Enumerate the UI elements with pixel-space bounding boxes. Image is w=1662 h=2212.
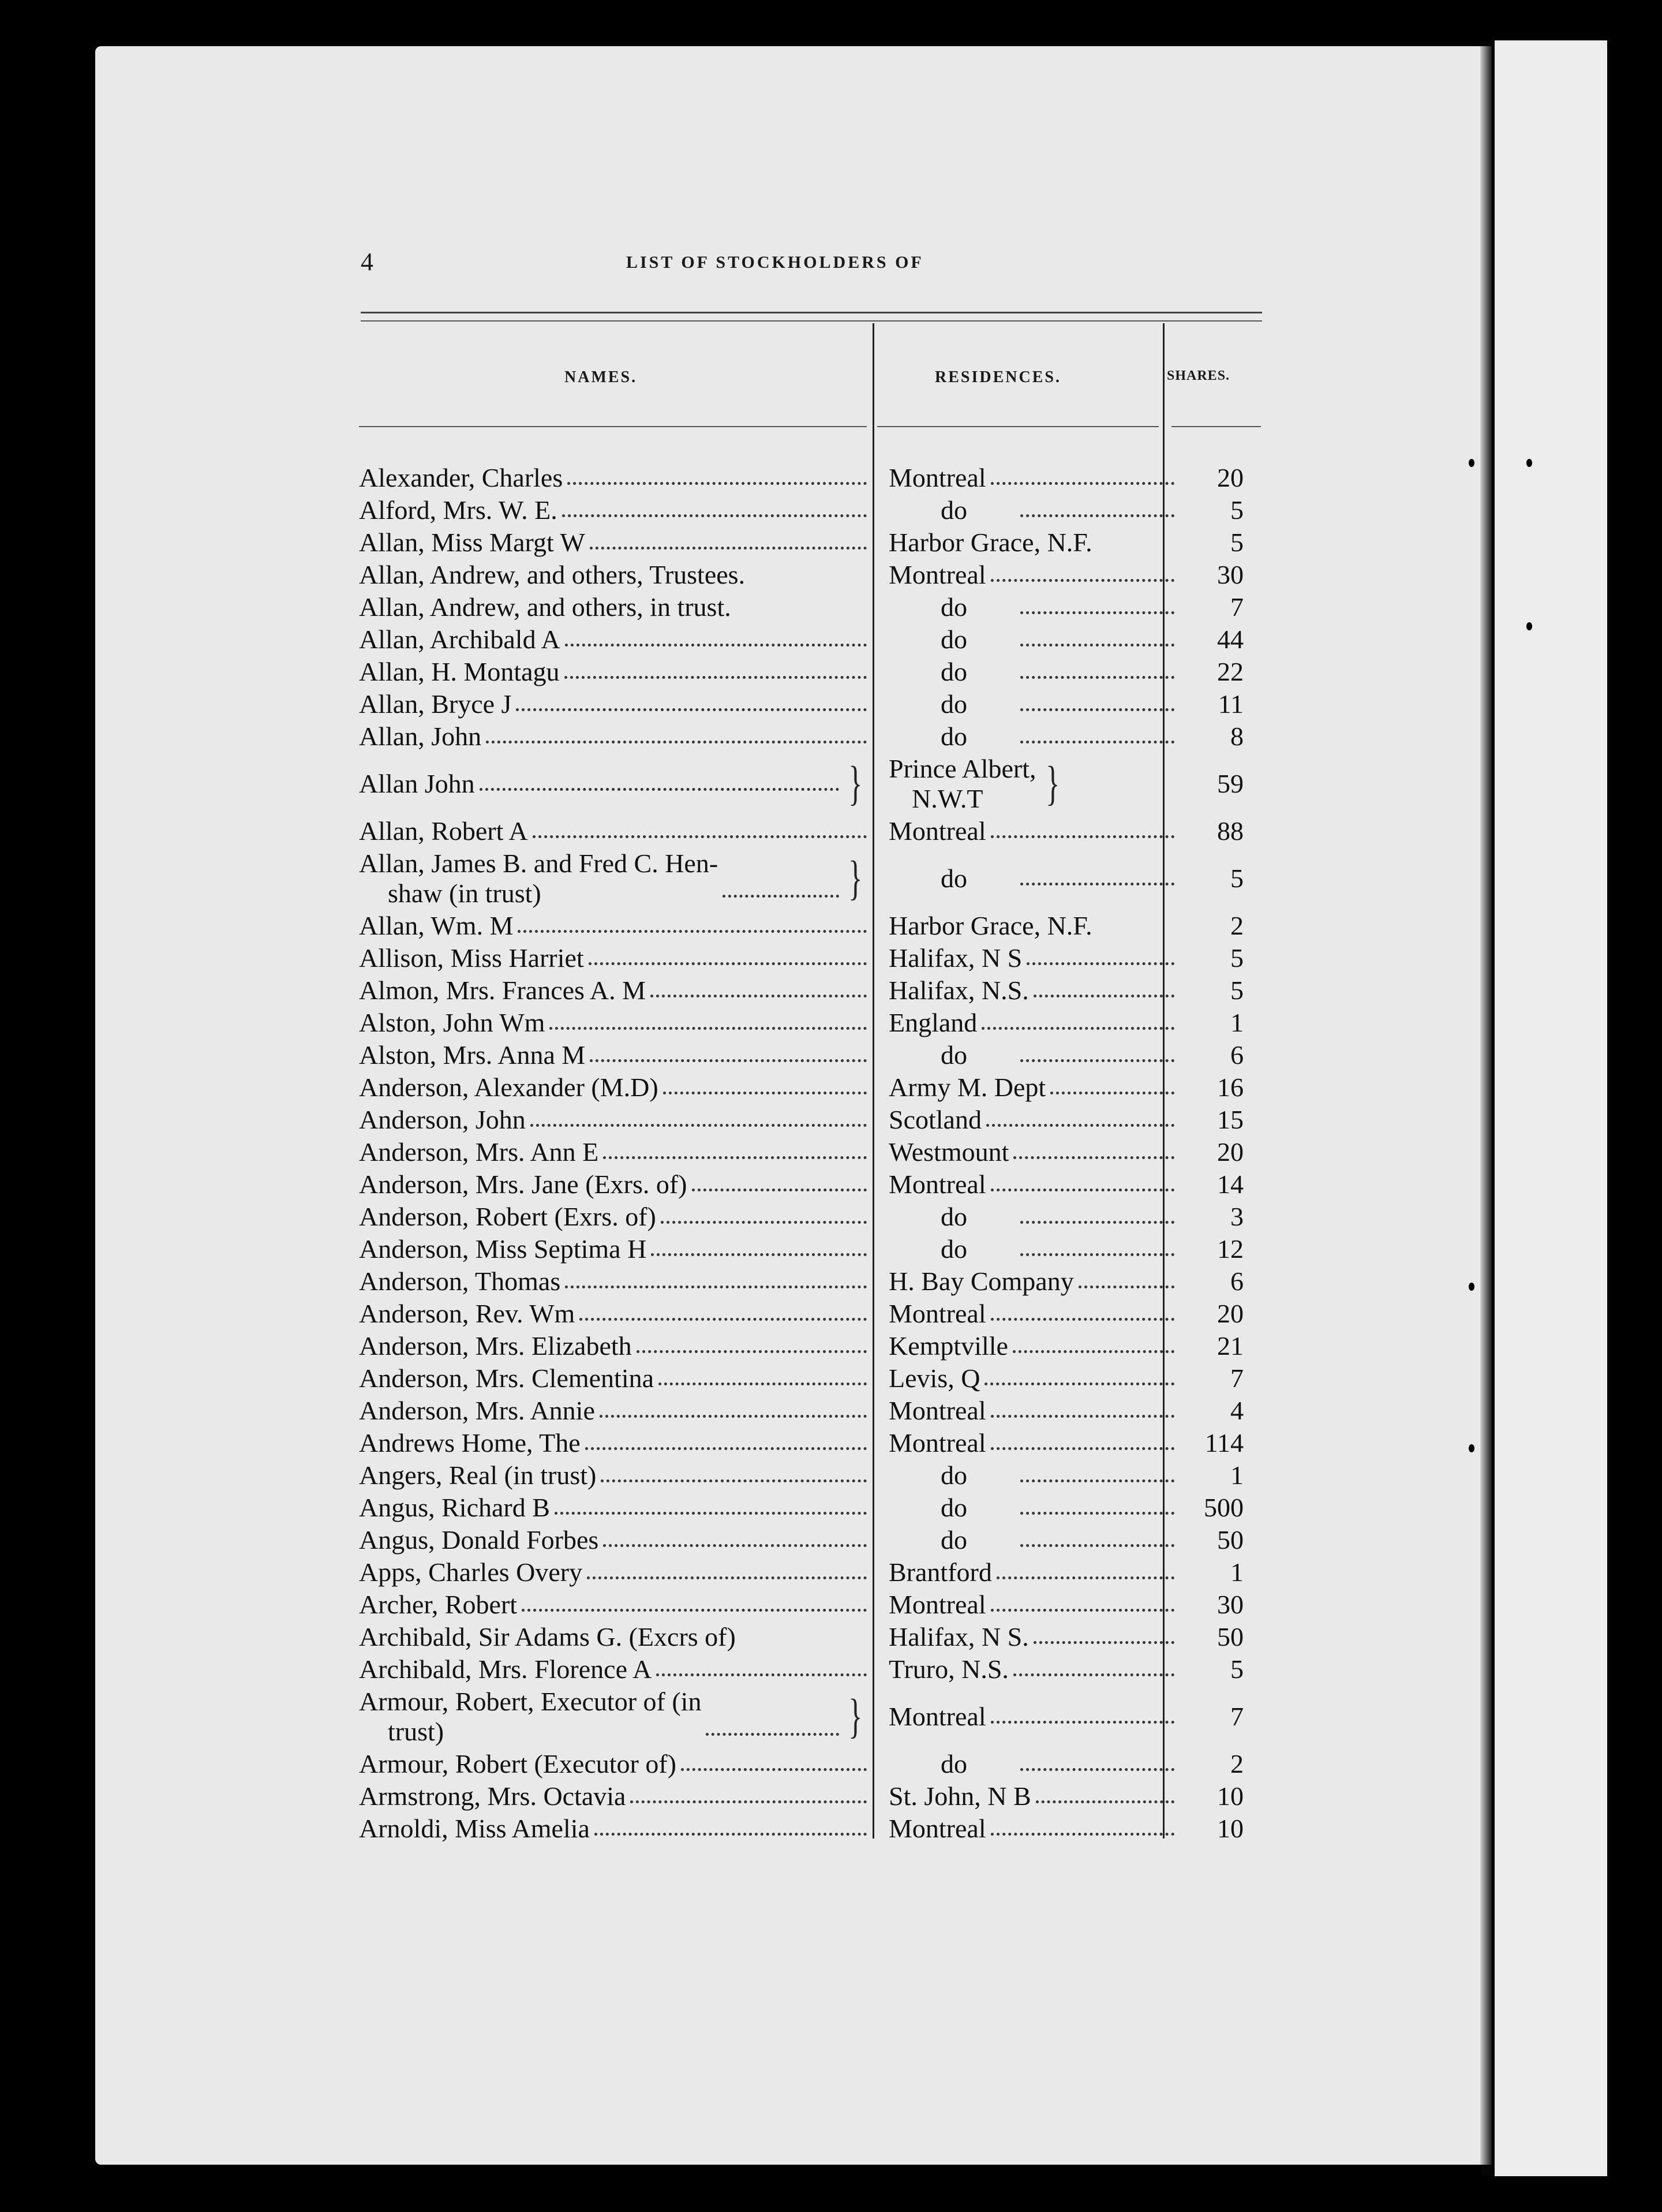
page-header bbox=[361, 247, 1261, 282]
shares: 3 bbox=[1230, 1202, 1244, 1231]
residence: Montreal bbox=[889, 1396, 986, 1425]
stockholder-name: Alston, John Wm bbox=[359, 1008, 545, 1037]
shares: 15 bbox=[1217, 1105, 1244, 1134]
table-row bbox=[359, 720, 1271, 753]
stockholder-name: Archer, Robert bbox=[359, 1590, 518, 1619]
residence: do bbox=[941, 689, 967, 719]
stockholder-name: Anderson, John bbox=[359, 1105, 526, 1134]
shares: 1 bbox=[1230, 1008, 1244, 1037]
table-row bbox=[359, 1104, 1271, 1136]
residence: Harbor Grace, N.F. bbox=[889, 528, 1092, 557]
table-row bbox=[359, 1621, 1271, 1653]
stockholder-name: Allan, James B. and Fred C. Hen- bbox=[359, 849, 718, 878]
stockholder-name: Allan, Robert A bbox=[359, 816, 528, 846]
table-row bbox=[359, 942, 1271, 974]
shares: 5 bbox=[1230, 528, 1244, 557]
page-number: 4 bbox=[361, 248, 373, 276]
stockholder-name: Anderson, Miss Septima H bbox=[359, 1234, 647, 1264]
shares: 2 bbox=[1230, 1749, 1244, 1778]
table-row bbox=[359, 1298, 1271, 1330]
stockholder-name: Allan, Miss Margt W bbox=[359, 528, 585, 557]
residences-column-header: RESIDENCES. bbox=[935, 368, 1061, 386]
shares: 1 bbox=[1230, 1460, 1244, 1490]
table-row bbox=[359, 1395, 1271, 1427]
table-row bbox=[359, 1589, 1271, 1621]
brace-glyph: } bbox=[848, 1690, 862, 1743]
residence: Halifax, N.S. bbox=[889, 976, 1029, 1005]
shares: 2 bbox=[1230, 911, 1244, 940]
residence: Montreal bbox=[889, 1702, 986, 1731]
stockholder-name: Alexander, Charles bbox=[359, 463, 563, 492]
stockholder-name: Allan, Wm. M bbox=[359, 911, 514, 940]
residence: Halifax, N S bbox=[889, 943, 1023, 973]
stockholder-name: Anderson, Mrs. Elizabeth bbox=[359, 1331, 632, 1361]
stockholder-name: Archibald, Mrs. Florence A bbox=[359, 1654, 652, 1684]
shares: 114 bbox=[1204, 1428, 1244, 1458]
residence: Montreal bbox=[889, 463, 986, 492]
residence: do bbox=[941, 1460, 967, 1490]
stockholder-name: Angus, Donald Forbes bbox=[359, 1525, 599, 1555]
residence: Harbor Grace, N.F. bbox=[889, 911, 1092, 940]
stockholder-name-line-2: trust) bbox=[388, 1717, 444, 1746]
residence: Montreal bbox=[889, 1814, 986, 1843]
residence: do bbox=[941, 864, 967, 893]
stockholder-name: Almon, Mrs. Frances A. M bbox=[359, 976, 646, 1005]
shares: 5 bbox=[1230, 864, 1244, 893]
stockholder-name: Arnoldi, Miss Amelia bbox=[359, 1814, 590, 1843]
stockholder-name: Allan John bbox=[359, 769, 475, 798]
table-row bbox=[359, 753, 1271, 815]
residence: Truro, N.S. bbox=[889, 1654, 1009, 1684]
shares: 6 bbox=[1230, 1266, 1244, 1296]
residence: do bbox=[941, 657, 967, 686]
brace-glyph: } bbox=[848, 851, 862, 905]
residence: Westmount bbox=[889, 1137, 1009, 1167]
stockholder-name: Allan, Archibald A bbox=[359, 625, 560, 654]
stockholder-name: Anderson, Mrs. Clementina bbox=[359, 1363, 654, 1393]
table-row bbox=[359, 1039, 1271, 1071]
stockholder-name: Apps, Charles Overy bbox=[359, 1557, 583, 1587]
table-row bbox=[359, 559, 1271, 591]
shares: 16 bbox=[1217, 1073, 1244, 1102]
stockholder-name: Archibald, Sir Adams G. (Excrs of) bbox=[359, 1622, 736, 1651]
shares: 10 bbox=[1217, 1781, 1244, 1811]
running-title: LIST OF STOCKHOLDERS OF bbox=[626, 253, 924, 272]
shares: 20 bbox=[1217, 1137, 1244, 1167]
residence: Prince Albert, bbox=[889, 754, 1036, 783]
table-row bbox=[359, 1813, 1271, 1845]
residence: do bbox=[941, 625, 967, 654]
table-row bbox=[359, 1362, 1271, 1395]
stockholder-name-line-2: shaw (in trust) bbox=[388, 879, 541, 908]
shares: 50 bbox=[1217, 1525, 1244, 1555]
residence: Brantford bbox=[889, 1557, 992, 1587]
stockholder-name: Anderson, Mrs. Annie bbox=[359, 1396, 595, 1425]
table-row bbox=[359, 526, 1271, 559]
residence: Levis, Q bbox=[889, 1363, 980, 1393]
stockholder-name: Andrews Home, The bbox=[359, 1428, 581, 1458]
column-rule bbox=[877, 426, 1159, 427]
stockholder-name: Allan, H. Montagu bbox=[359, 657, 560, 686]
table-row bbox=[359, 656, 1271, 688]
stockholder-name: Allison, Miss Harriet bbox=[359, 943, 584, 973]
stockholder-name: Anderson, Mrs. Ann E bbox=[359, 1137, 599, 1167]
table-row bbox=[359, 815, 1271, 847]
shares: 14 bbox=[1217, 1169, 1244, 1199]
stockholder-name: Anderson, Robert (Exrs. of) bbox=[359, 1202, 656, 1231]
table-row bbox=[359, 462, 1271, 494]
stockholder-name: Angers, Real (in trust) bbox=[359, 1460, 597, 1490]
shares: 50 bbox=[1217, 1622, 1244, 1651]
shares-column-header: SHARES. bbox=[1167, 368, 1230, 383]
shares: 21 bbox=[1217, 1331, 1244, 1361]
table-row bbox=[359, 688, 1271, 720]
stockholder-list bbox=[359, 462, 1271, 1845]
shares: 7 bbox=[1230, 1363, 1244, 1393]
residence: Scotland bbox=[889, 1105, 982, 1134]
shares: 5 bbox=[1230, 495, 1244, 525]
table-row bbox=[359, 1071, 1271, 1104]
residence: do bbox=[941, 722, 967, 751]
names-column-header: NAMES. bbox=[564, 368, 638, 386]
stockholder-name: Anderson, Alexander (M.D) bbox=[359, 1073, 658, 1102]
residence-line-2: N.W.T bbox=[912, 784, 983, 813]
shares: 12 bbox=[1217, 1234, 1244, 1264]
shares: 4 bbox=[1230, 1396, 1244, 1425]
residence: Montreal bbox=[889, 1428, 986, 1458]
column-rule bbox=[1171, 426, 1261, 427]
stockholder-name: Armour, Robert, Executor of (in bbox=[359, 1687, 702, 1716]
shares: 5 bbox=[1230, 976, 1244, 1005]
shares: 30 bbox=[1217, 1590, 1244, 1619]
facing-page bbox=[1492, 40, 1607, 2176]
shares: 1 bbox=[1230, 1557, 1244, 1587]
shares: 10 bbox=[1217, 1814, 1244, 1843]
table-row bbox=[359, 1556, 1271, 1589]
stockholder-name: Alston, Mrs. Anna M bbox=[359, 1040, 586, 1070]
residence: England bbox=[889, 1008, 978, 1037]
residence: do bbox=[941, 592, 967, 622]
table-row bbox=[359, 623, 1271, 656]
ink-speck bbox=[1526, 459, 1532, 467]
brace-glyph: } bbox=[848, 757, 862, 810]
shares: 8 bbox=[1230, 722, 1244, 751]
stockholder-name: Anderson, Thomas bbox=[359, 1266, 561, 1296]
residence: do bbox=[941, 1234, 967, 1264]
shares: 5 bbox=[1230, 1654, 1244, 1684]
ink-speck bbox=[1469, 1444, 1474, 1452]
residence: Montreal bbox=[889, 1299, 986, 1328]
stockholder-name: Armour, Robert (Executor of) bbox=[359, 1749, 676, 1778]
residence: do bbox=[941, 1525, 967, 1555]
residence: do bbox=[941, 1493, 967, 1522]
shares: 5 bbox=[1230, 943, 1244, 973]
table-row bbox=[359, 1233, 1271, 1265]
shares: 20 bbox=[1217, 463, 1244, 492]
stockholder-name: Allan, Andrew, and others, Trustees. bbox=[359, 560, 746, 589]
stockholder-name: Allan, Bryce J bbox=[359, 689, 512, 719]
shares: 500 bbox=[1204, 1493, 1244, 1522]
table-row bbox=[359, 1265, 1271, 1298]
residence: H. Bay Company bbox=[889, 1266, 1074, 1296]
residence: Army M. Dept bbox=[889, 1073, 1046, 1102]
table-row bbox=[359, 1427, 1271, 1459]
stockholder-name: Allan, Andrew, and others, in trust. bbox=[359, 592, 731, 622]
stockholder-name: Anderson, Mrs. Jane (Exrs. of) bbox=[359, 1169, 687, 1199]
residence: Montreal bbox=[889, 1590, 986, 1619]
table-row bbox=[359, 1748, 1271, 1780]
column-rule bbox=[359, 426, 867, 427]
stockholder-name: Angus, Richard B bbox=[359, 1493, 550, 1522]
shares: 88 bbox=[1217, 816, 1244, 846]
table-row bbox=[359, 974, 1271, 1007]
stockholder-name: Anderson, Rev. Wm bbox=[359, 1299, 575, 1328]
residence: Kemptville bbox=[889, 1331, 1008, 1361]
shares: 7 bbox=[1230, 1702, 1244, 1731]
shares: 20 bbox=[1217, 1299, 1244, 1328]
table-row bbox=[359, 1459, 1271, 1492]
table-row bbox=[359, 1201, 1271, 1233]
ink-speck bbox=[1526, 622, 1532, 630]
shares: 6 bbox=[1230, 1040, 1244, 1070]
table-row bbox=[359, 1686, 1271, 1748]
ink-speck bbox=[1469, 459, 1474, 467]
table-row bbox=[359, 1780, 1271, 1813]
residence: Halifax, N S. bbox=[889, 1622, 1029, 1651]
shares: 59 bbox=[1217, 769, 1244, 798]
residence: do bbox=[941, 1749, 967, 1778]
table-row bbox=[359, 1653, 1271, 1686]
stockholder-name: Armstrong, Mrs. Octavia bbox=[359, 1781, 626, 1811]
table-row bbox=[359, 1168, 1271, 1201]
table-row bbox=[359, 1524, 1271, 1556]
table-row bbox=[359, 1007, 1271, 1039]
residence: St. John, N B bbox=[889, 1781, 1031, 1811]
stockholder-name: Alford, Mrs. W. E. bbox=[359, 495, 557, 525]
residence: Montreal bbox=[889, 1169, 986, 1199]
brace-glyph: } bbox=[1045, 757, 1060, 810]
shares: 30 bbox=[1217, 560, 1244, 589]
residence: Montreal bbox=[889, 816, 986, 846]
table-row bbox=[359, 1330, 1271, 1362]
stockholder-name: Allan, John bbox=[359, 722, 482, 751]
table-row bbox=[359, 591, 1271, 623]
table-row bbox=[359, 494, 1271, 526]
residence: do bbox=[941, 1040, 967, 1070]
ink-speck bbox=[1469, 1283, 1474, 1291]
table-row bbox=[359, 1492, 1271, 1524]
residence: do bbox=[941, 1202, 967, 1231]
residence: do bbox=[941, 495, 967, 525]
shares: 7 bbox=[1230, 592, 1244, 622]
table-row bbox=[359, 1136, 1271, 1168]
residence: Montreal bbox=[889, 560, 986, 589]
table-row bbox=[359, 910, 1271, 942]
header-rule bbox=[361, 312, 1262, 322]
shares: 11 bbox=[1218, 689, 1244, 719]
shares: 22 bbox=[1217, 657, 1244, 686]
shares: 44 bbox=[1217, 625, 1244, 654]
page-edge bbox=[1480, 46, 1492, 2165]
table-row bbox=[359, 847, 1271, 910]
